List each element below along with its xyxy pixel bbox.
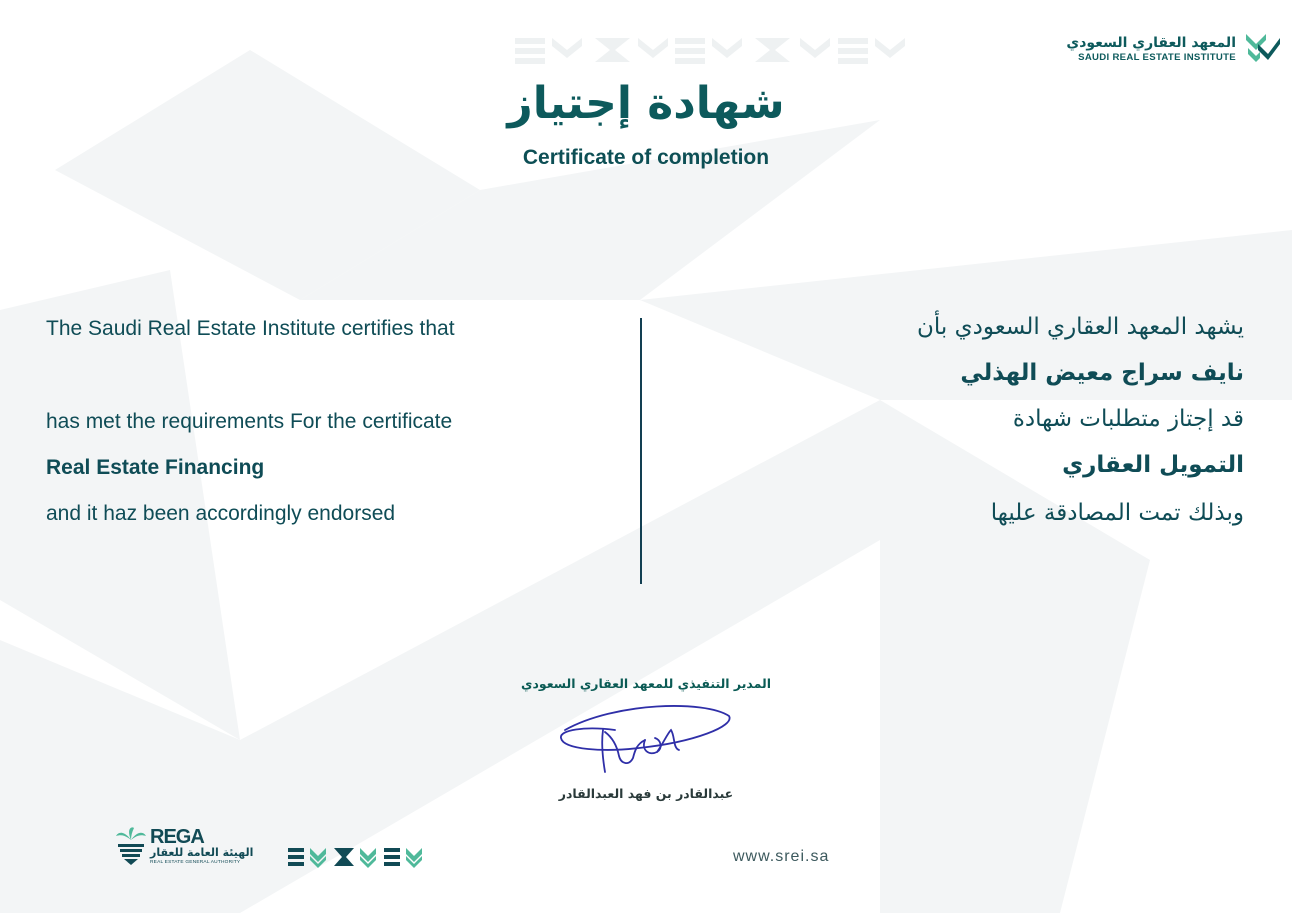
arabic-line-endorsed: وبذلك تمت المصادقة عليها <box>990 500 1244 526</box>
signatory-title: المدير التنفيذي للمعهد العقاري السعودي <box>521 676 771 691</box>
website-url: www.srei.sa <box>733 848 830 865</box>
decorative-pattern-icon <box>288 846 430 868</box>
logo-name-arabic: المعهد العقاري السعودي <box>1066 35 1236 51</box>
english-course-name: Real Estate Financing <box>46 456 265 479</box>
certificate-title-arabic: شهادة إجتياز <box>507 78 785 129</box>
logo-name-english: SAUDI REAL ESTATE INSTITUTE <box>1078 52 1236 63</box>
srei-chevron-logo-icon <box>1244 30 1282 64</box>
signatory-name: عبدالقادر بن فهد العبدالقادر <box>558 786 734 801</box>
arabic-line-certifies: يشهد المعهد العقاري السعودي بأن <box>917 314 1244 340</box>
rega-palm-logo-icon <box>114 826 148 866</box>
rega-name-english: REAL ESTATE GENERAL AUTHORITY <box>150 860 241 865</box>
english-line-requirements: has met the requirements For the certificate <box>46 410 453 433</box>
recipient-name-arabic: نايف سراج معيض الهذلي <box>960 360 1244 386</box>
english-line-endorsed: and it haz been accordingly endorsed <box>46 502 396 525</box>
arabic-line-requirements: قد إجتاز متطلبات شهادة <box>1012 406 1244 432</box>
handwritten-signature <box>555 704 735 784</box>
certificate-title-english: Certificate of completion <box>522 146 770 169</box>
column-divider <box>640 318 642 584</box>
rega-logo-name: REGA <box>150 826 204 848</box>
english-line-certifies: The Saudi Real Estate Institute certifies that <box>46 317 455 340</box>
rega-name-arabic: الهيئة العامة للعقار <box>150 846 254 859</box>
arabic-course-name: التمويل العقاري <box>1062 452 1244 478</box>
